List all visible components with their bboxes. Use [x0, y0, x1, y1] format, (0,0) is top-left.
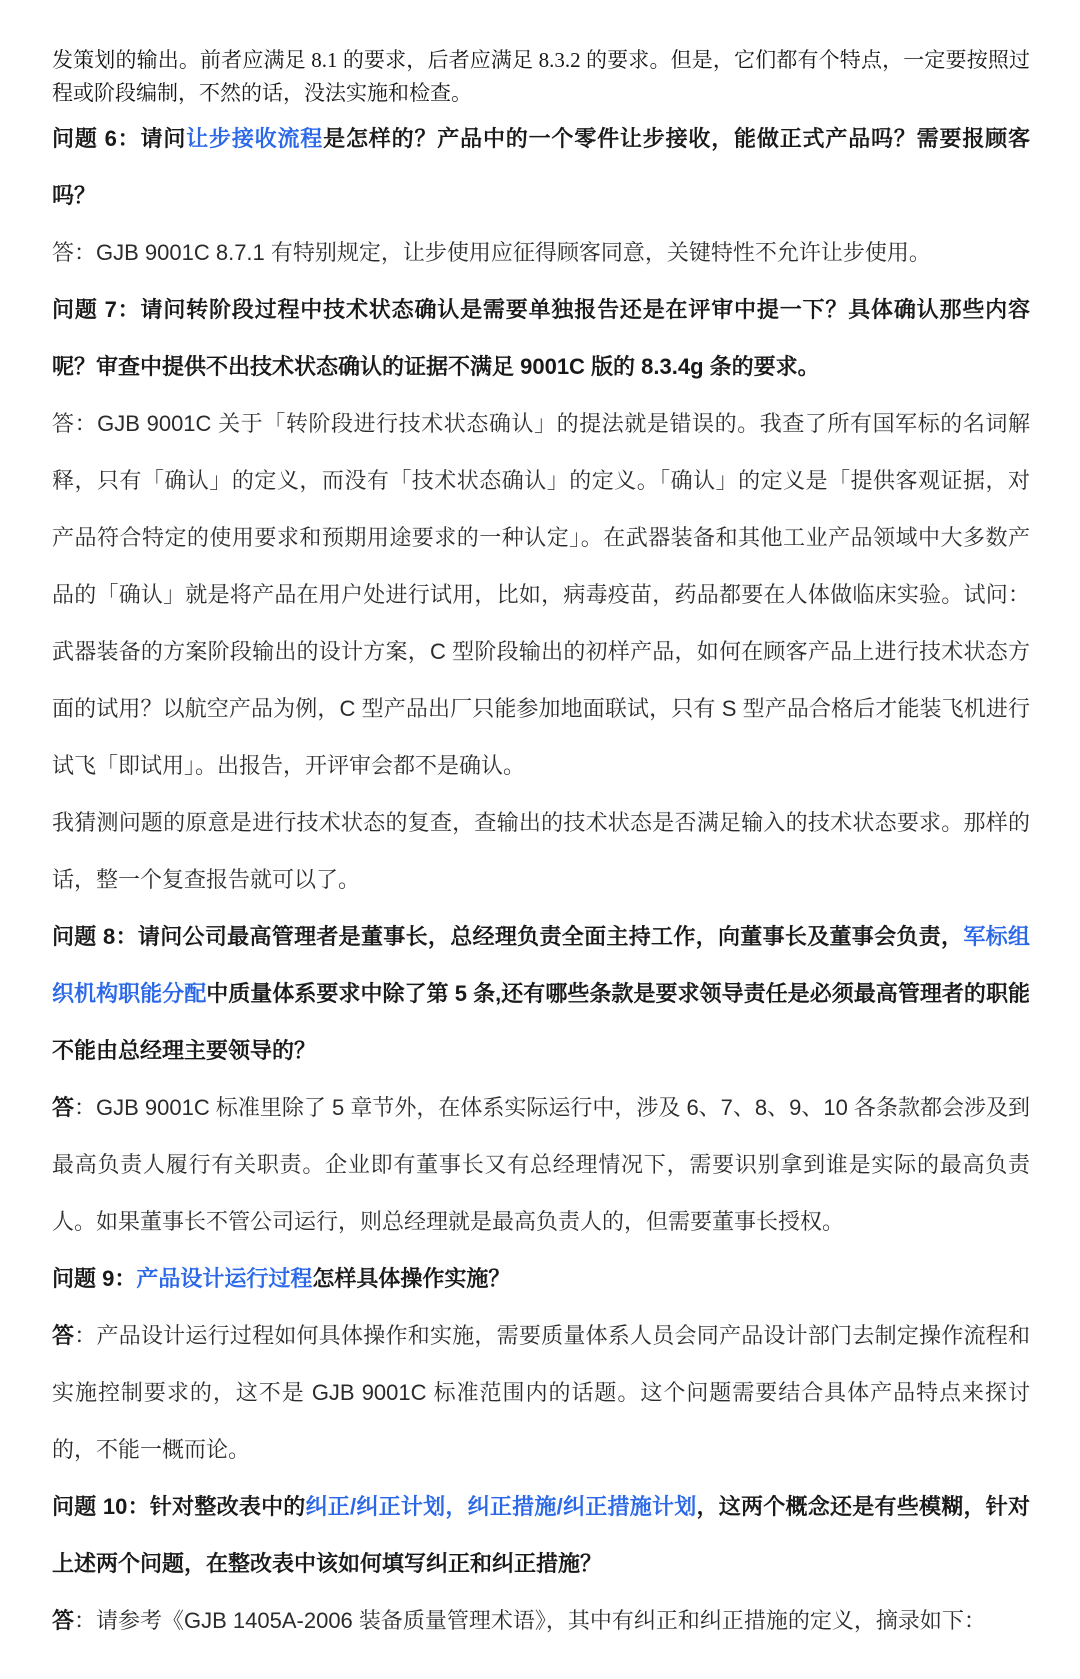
intro-paragraph: 发策划的输出。前者应满足 8.1 的要求，后者应满足 8.3.2 的要求。但是，它们都有个特点，一定要按照过程或阶段编制，不然的话，没法实施和检查。: [52, 48, 1030, 105]
question-8-answer-label: 答: [52, 1095, 75, 1120]
org-function-allocation-link[interactable]: 军标组织机构职能分配: [52, 924, 1030, 1006]
question-6-heading: [52, 110, 1030, 224]
question-10-suffix: ，这两个概念还是有些模糊，针对上述两个问题，在整改表中该如何填写纠正和纠正措施？: [52, 1494, 1030, 1576]
question-10-heading: [52, 1478, 1030, 1592]
question-8-suffix: 中质量体系要求中除了第 5 条,还有哪些条款是要求领导责任是必须最高管理者的职能不能由总经理主要领导的？: [52, 981, 1030, 1063]
question-9-suffix: 怎样具体操作实施？: [312, 1266, 511, 1291]
question-10-answer: [52, 1592, 1030, 1649]
question-8-answer-body: ：GJB 9001C 标准里除了 5 章节外，在体系实际运行中，涉及 6、7、8、9、10 各条款都会涉及到最高负责人履行有关职责。企业即有董事长又有总经理情况下，需要识别拿到谁是实际的最高负责人。如果董事长不管公司运行，则总经理就是最高负责人的，但需要董事长授权。: [52, 1095, 1030, 1234]
question-8-prefix: 问题 8：请问公司最高管理者是董事长，总经理负责全面主持工作，向董事长及董事会负责，: [52, 924, 964, 949]
question-9-answer: [52, 1307, 1030, 1478]
question-10-prefix: 问题 10：针对整改表中的: [52, 1494, 306, 1519]
question-6-prefix: 问题 6：请问: [52, 126, 187, 151]
question-6-answer: 答：GJB 9001C 8.7.1 有特别规定，让步使用应征得顾客同意，关键特性不允许让步使用。: [52, 240, 931, 265]
correction-terms-link[interactable]: 纠正/纠正计划，纠正措施/纠正措施计划: [305, 1494, 697, 1519]
question-10-answer-label: 答: [52, 1608, 75, 1633]
concession-acceptance-process-link[interactable]: 让步接收流程: [186, 126, 324, 151]
question-9-prefix: 问题 9：: [52, 1266, 137, 1291]
question-9-heading: [52, 1250, 1030, 1307]
question-9-answer-label: 答: [52, 1323, 75, 1348]
product-design-operation-process-link[interactable]: 产品设计运行过程: [136, 1266, 313, 1291]
question-7-answer-para-1: 答：GJB 9001C 关于「转阶段进行技术状态确认」的提法就是错误的。我查了所有国军标的名词解释，只有「确认」的定义，而没有「技术状态确认」的定义。「确认」的定义是「提供客观证据，对产品符合特定的使用要求和预期用途要求的一种认定」。在武器装备和其他工业产品领域中大多数产品的「确认」就是将产品在用户处进行试用，比如，病毒疫苗，药品都要在人体做临床实验。试问：武器装备的方案阶段输出的设计方案，C 型阶段输出的初样产品，如何在顾客产品上进行技术状态方面的试用？以航空产品为例，C 型产品出厂只能参加地面联试，只有 S 型产品合格后才能装飞机进行试飞「即试用」。出报告，开评审会都不是确认。: [52, 411, 1030, 778]
question-8-answer: [52, 1079, 1030, 1250]
question-6-suffix: 是怎样的？产品中的一个零件让步接收，能做正式产品吗？需要报顾客吗？: [52, 126, 1030, 208]
question-10-answer-body: ：请参考《GJB 1405A-2006 装备质量管理术语》，其中有纠正和纠正措施的定义，摘录如下：: [74, 1608, 986, 1633]
question-8-heading: [52, 908, 1030, 1079]
question-7-heading: 问题 7：请问转阶段过程中技术状态确认是需要单独报告还是在评审中提一下？具体确认那些内容呢？审查中提供不出技术状态确认的证据不满足 9001C 版的 8.3.4g 条的要求。: [52, 297, 1030, 379]
question-7-answer-para-2: 我猜测问题的原意是进行技术状态的复查，查输出的技术状态是否满足输入的技术状态要求。那样的话，整一个复查报告就可以了。: [52, 810, 1030, 892]
question-9-answer-body: ：产品设计运行过程如何具体操作和实施，需要质量体系人员会同产品设计部门去制定操作流程和实施控制要求的，这不是 GJB 9001C 标准范围内的话题。这个问题需要结合具体产品特点来探讨的，不能一概而论。: [52, 1323, 1030, 1462]
